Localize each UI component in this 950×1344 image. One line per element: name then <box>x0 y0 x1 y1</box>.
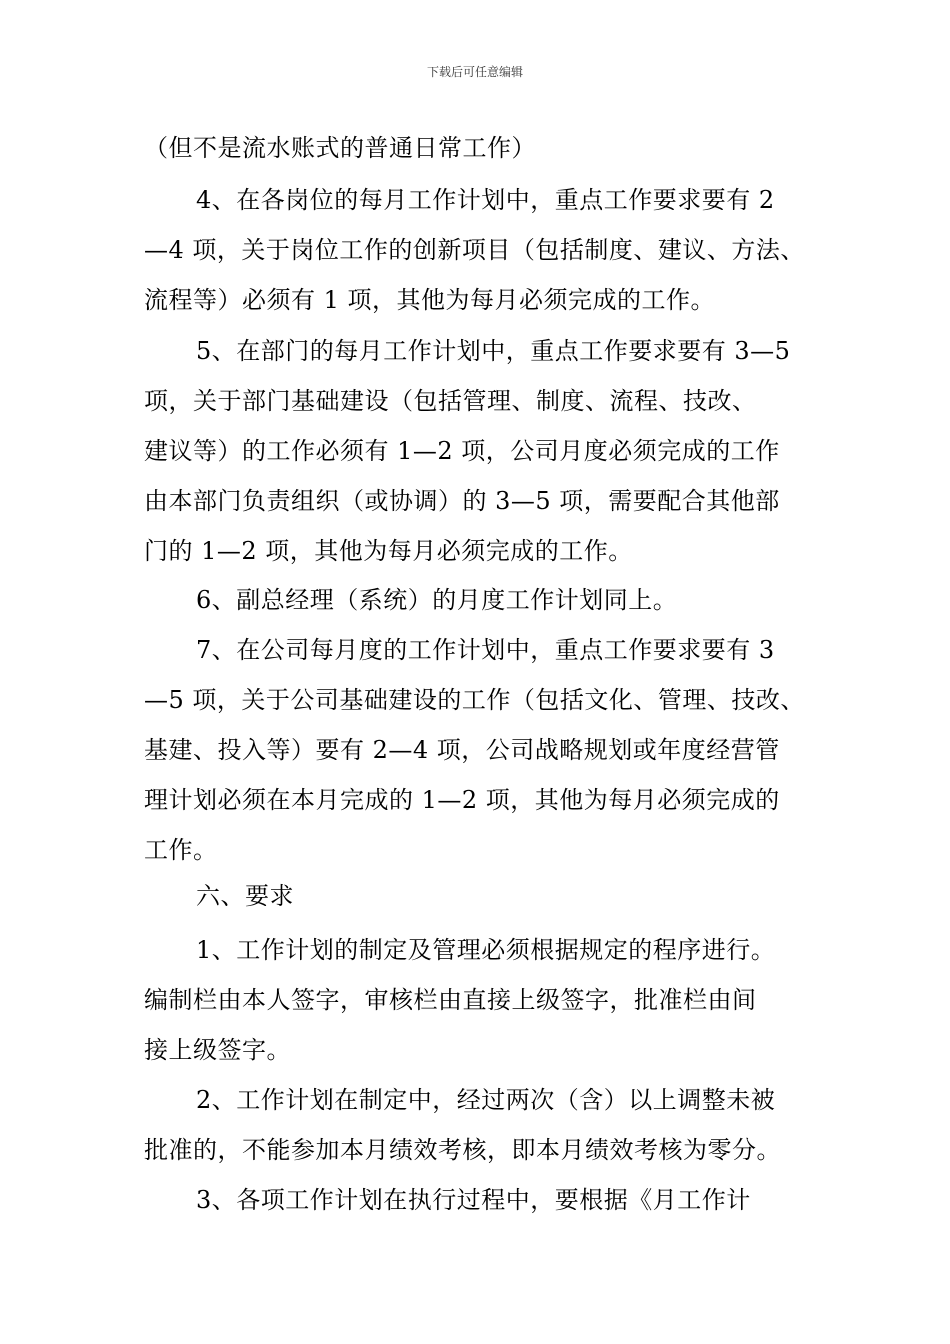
paragraph-4-line-1: 4、在各岗位的每月工作计划中，重点工作要求要有 2 <box>196 186 775 214</box>
paragraph-7-line-5: 工作。 <box>144 836 218 864</box>
requirement-1-line-3: 接上级签字。 <box>144 1036 291 1064</box>
page-header: 下载后可任意编辑 <box>426 65 523 79</box>
requirement-1-line-1: 1、工作计划的制定及管理必须根据规定的程序进行。 <box>196 936 776 964</box>
paragraph-5-line-2: 项，关于部门基础建设（包括管理、制度、流程、技改、 <box>144 387 757 415</box>
paragraph-6-line-1: 6、副总经理（系统）的月度工作计划同上。 <box>196 586 678 614</box>
paragraph-7-line-2: —5 项，关于公司基础建设的工作（包括文化、管理、技改、 <box>144 686 805 714</box>
paragraph-4-line-3: 流程等）必须有 1 项，其他为每月必须完成的工作。 <box>144 286 716 314</box>
paragraph-7-line-3: 基建、投入等）要有 2—4 项，公司战略规划或年度经营管 <box>144 736 780 764</box>
paragraph-5-line-1: 5、在部门的每月工作计划中，重点工作要求要有 3—5 <box>196 337 791 365</box>
section-heading: 六、要求 <box>196 882 294 910</box>
requirement-2-line-2: 批准的，不能参加本月绩效考核，即本月绩效考核为零分。 <box>144 1136 781 1164</box>
requirement-1-line-2: 编制栏由本人签字，审核栏由直接上级签字，批准栏由间 <box>144 986 757 1014</box>
paragraph-4-line-2: —4 项，关于岗位工作的创新项目（包括制度、建议、方法、 <box>144 236 805 264</box>
paragraph-5-line-4: 由本部门负责组织（或协调）的 3—5 项，需要配合其他部 <box>144 487 780 515</box>
paragraph-7-line-4: 理计划必须在本月完成的 1—2 项，其他为每月必须完成的 <box>144 786 780 814</box>
requirement-3-line-1: 3、各项工作计划在执行过程中，要根据《月工作计 <box>196 1186 751 1214</box>
requirement-2-line-1: 2、工作计划在制定中，经过两次（含）以上调整未被 <box>196 1086 776 1114</box>
paragraph-5-line-3: 建议等）的工作必须有 1—2 项，公司月度必须完成的工作 <box>144 437 780 465</box>
paragraph-7-line-1: 7、在公司每月度的工作计划中，重点工作要求要有 3 <box>196 636 775 664</box>
paragraph-5-line-5: 门的 1—2 项，其他为每月必须完成的工作。 <box>144 537 633 565</box>
body-line: （但不是流水账式的普通日常工作） <box>144 134 536 162</box>
